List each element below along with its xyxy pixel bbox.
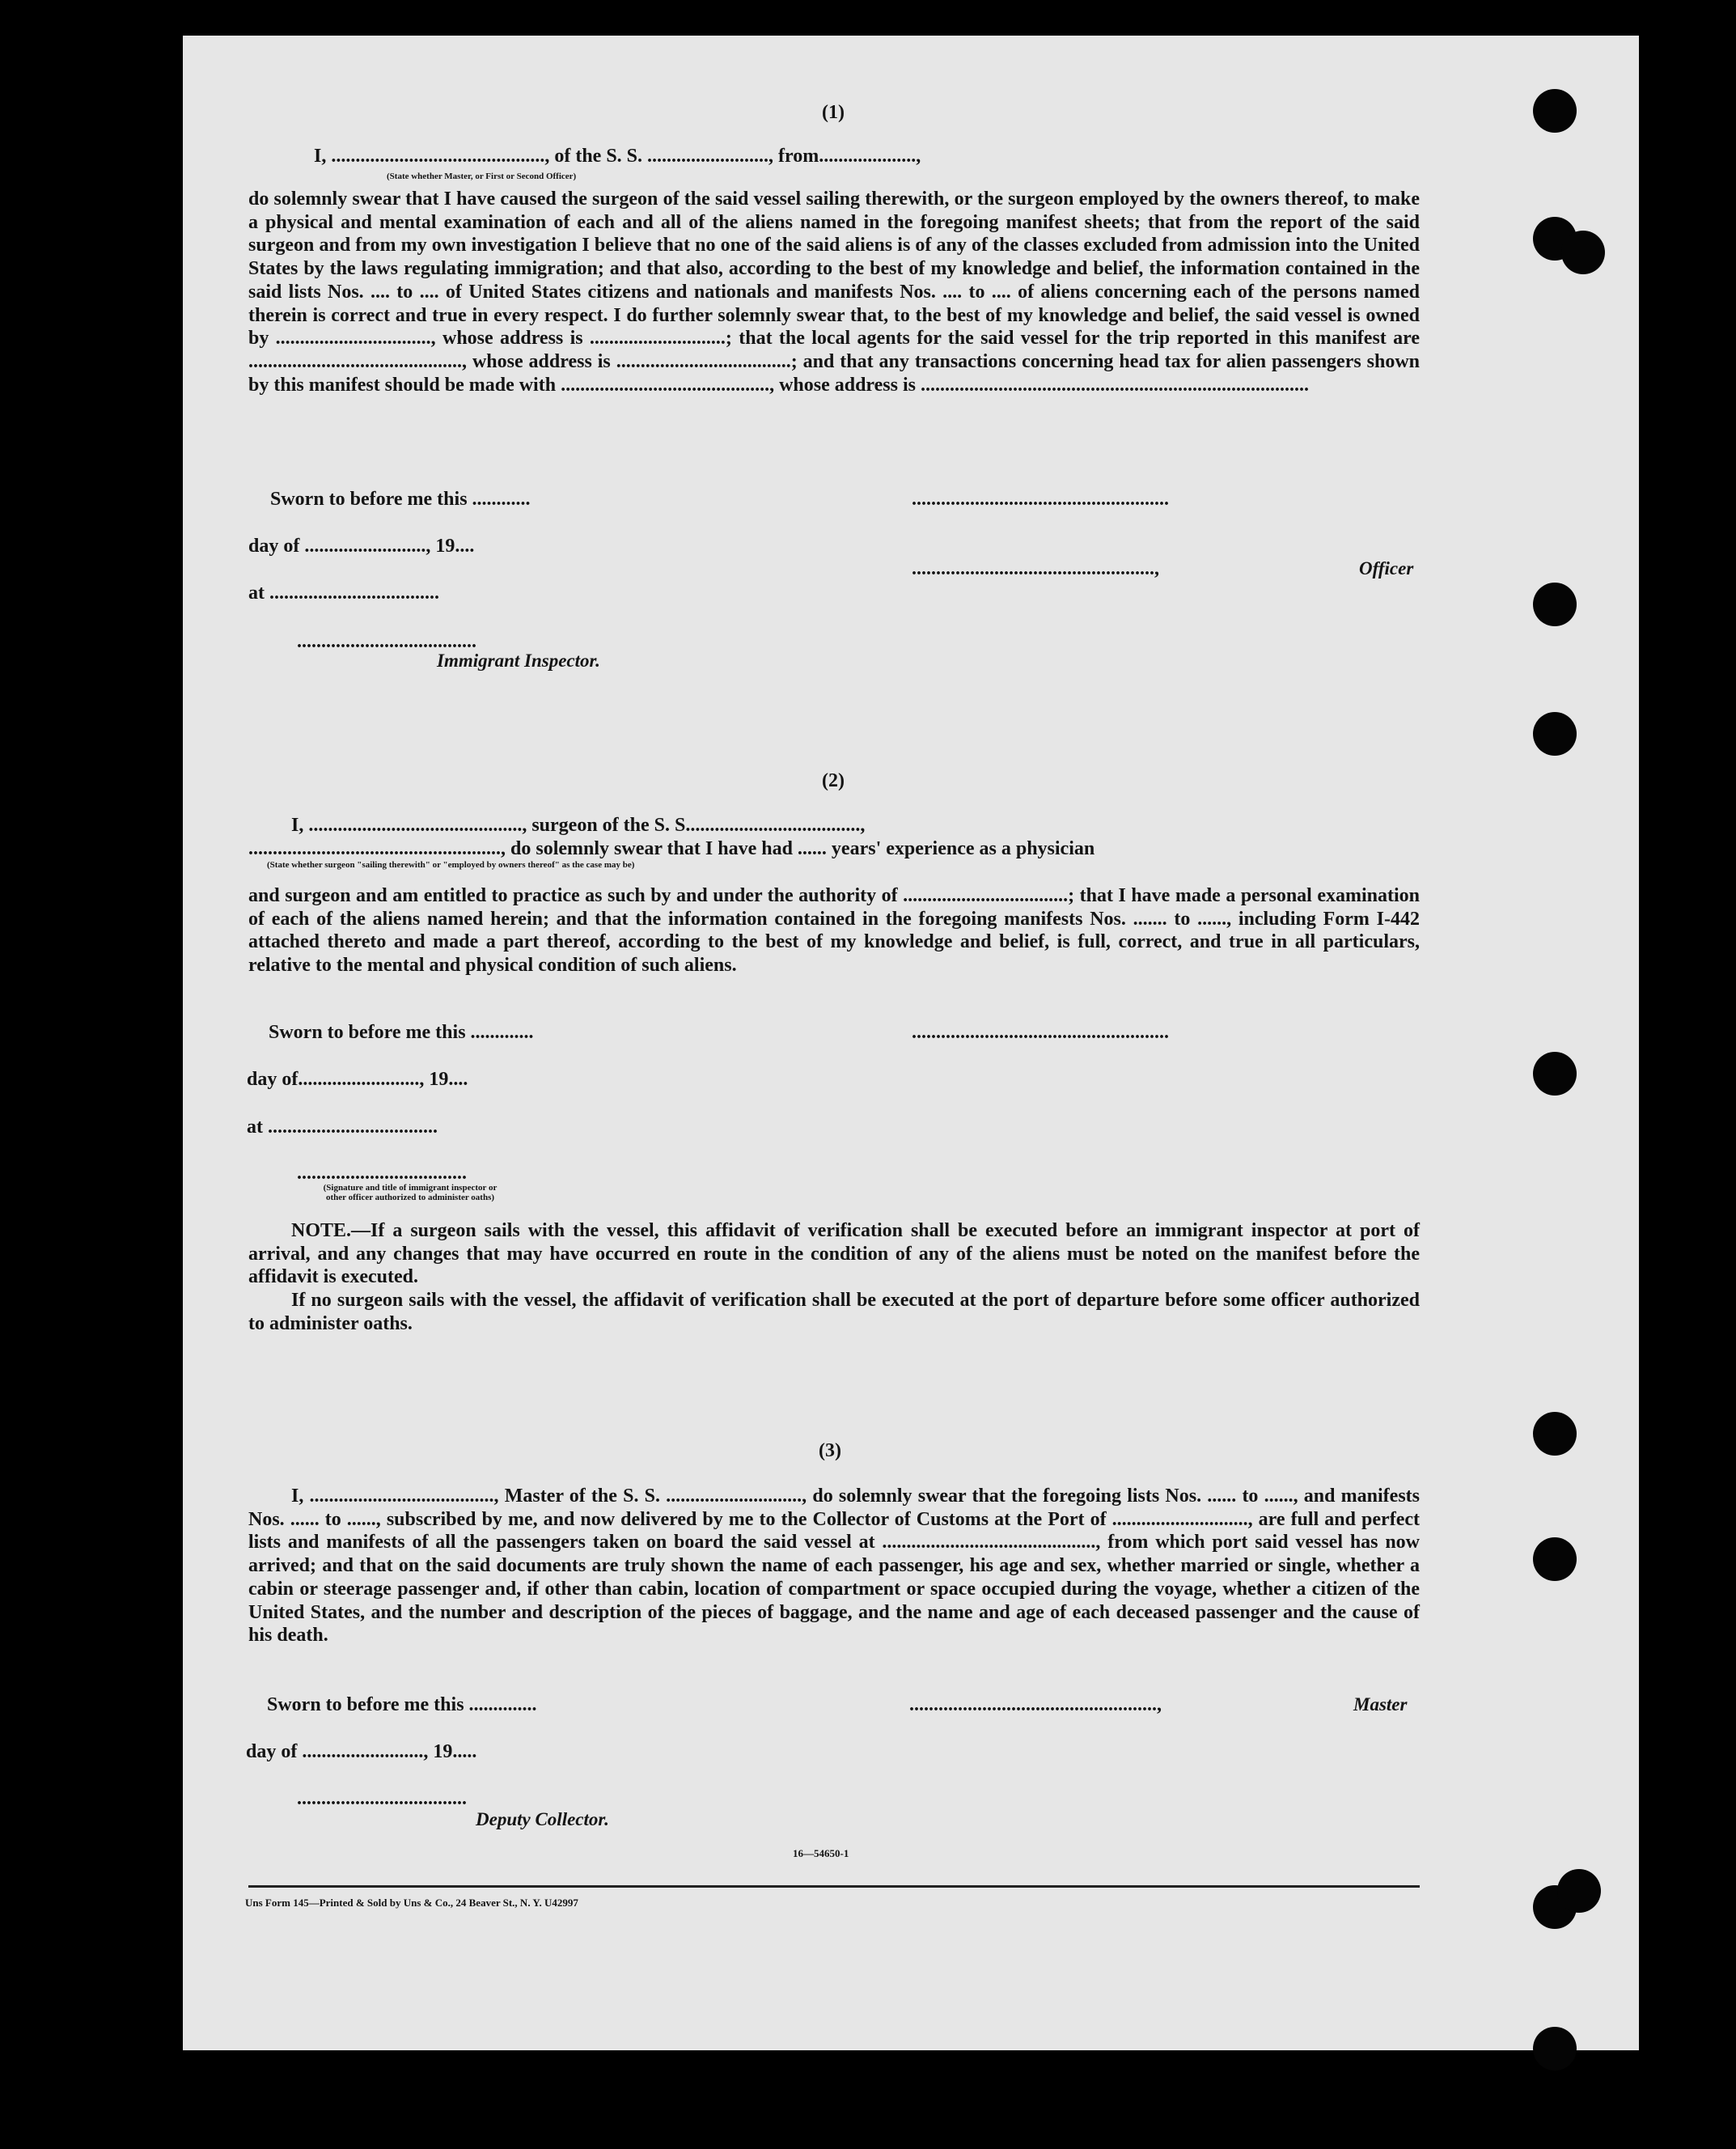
section-2-note-paragraph-2: If no surgeon sails with the vessel, the affidavit of verification shall be executed at the port of departure before some officer authorized to administer oaths.: [248, 1290, 1420, 1334]
section-3-master-caption: Master: [1353, 1694, 1408, 1715]
section-2-inspector-line: ...................................: [297, 1163, 467, 1184]
section-1-officer-note: (State whether Master, or First or Second Officer): [387, 172, 577, 181]
section-1-at-line: at ...................................: [248, 583, 439, 604]
section-2-experience-line: ...................................................., do solemnly swear that I have had ...... years' experience as a physician: [248, 838, 1095, 859]
section-2-surgeon-note: (State whether surgeon "sailing therewith" or "employed by owners thereof" as the case may be): [267, 860, 635, 870]
punch-hole: [1533, 1537, 1577, 1581]
section-2-at-line: at ...................................: [247, 1117, 438, 1138]
section-1-paragraph: do solemnly swear that I have caused the surgeon of the said vessel sailing therewith, or the surgeon employed by the owners thereof, to make a physical and mental examination of each and all of the aliens named in the foregoing manifest sheets; that from the report of the said surgeon and from my own investigation I believe that no one of the said aliens is of any of the classes excluded from admission into the United States by the laws regulating immigration; and that also, according to the best of my knowledge and belief, the information contained in the said lists Nos. .... to .... of United States citizens and nationals and manifests Nos. .... to .... of aliens concerning each of the persons named therein is correct and true in every respect. I do further solemnly swear that, to the best of my knowledge and belief, the said vessel is owned by ................................, whose address is ............................; that the local agents for the said vessel for the trip reported in this manifest are ............................................, whose address is ....................................; and that any transactions concerning head tax for alien passengers shown by this manifest should be made with ..........................................., whose address is ................................................................................: [248, 189, 1420, 396]
section-1-inspector-caption: Immigrant Inspector.: [437, 651, 600, 671]
punch-hole: [1533, 89, 1577, 133]
punch-hole: [1533, 1412, 1577, 1456]
section-2-signature-line: .....................................................: [912, 1022, 1169, 1043]
punch-hole: [1533, 712, 1577, 756]
section-1-officer-line: ..................................................,: [912, 558, 1159, 579]
section-2-sworn-line: Sworn to before me this .............: [269, 1022, 534, 1043]
punch-hole: [1557, 1869, 1601, 1913]
section-3-number: (3): [819, 1440, 841, 1461]
punch-hole: [1561, 231, 1605, 274]
section-2-day-line: day of........................., 19....: [247, 1069, 468, 1090]
section-1-signature-line: .....................................................: [912, 489, 1169, 510]
section-3-sworn-line: Sworn to before me this ..............: [267, 1694, 537, 1715]
punch-hole: [1533, 2027, 1577, 2071]
section-2-note-paragraph-1: NOTE.—If a surgeon sails with the vessel, this affidavit of verification shall be executed before an immigrant inspector at port of arrival, and any changes that may have occurred en route in the condition of any of the aliens must be noted on the manifest before the affidavit is executed.: [248, 1220, 1420, 1288]
punch-hole: [1533, 1052, 1577, 1096]
section-2-body: [248, 884, 1420, 977]
punch-hole: [1533, 583, 1577, 626]
section-1-sworn-line: Sworn to before me this ............: [270, 489, 531, 510]
section-1-number: (1): [822, 102, 845, 123]
section-2-opening-line: I, ............................................, surgeon of the S. S....................................,: [291, 815, 866, 836]
section-1-opening-line: I, ............................................, of the S. S. ........................., from....................,: [314, 146, 921, 167]
form-code: 16—54650-1: [793, 1847, 849, 1859]
section-2-note: [248, 1219, 1420, 1336]
section-3-body: [248, 1485, 1420, 1647]
section-1-inspector-line: .....................................: [297, 631, 476, 652]
section-1-body: [248, 188, 1420, 396]
section-3-collector-caption: Deputy Collector.: [476, 1809, 609, 1829]
printer-imprint: Uns Form 145—Printed & Sold by Uns & Co., 24 Beaver St., N. Y. U42997: [245, 1897, 578, 1909]
section-3-day-line: day of ........................., 19.....: [246, 1741, 477, 1762]
section-1-day-line: day of ........................., 19....: [248, 536, 475, 557]
section-3-paragraph: I, ......................................, Master of the S. S. ............................, do solemnly swear that the foregoing lists Nos. ...... to ......, and manifests Nos. ...... to ......, subscribed by me, and now delivered by me to the Collector of Customs at the Port of ............................, are full and perfect lists and manifests of all the passengers taken on board the said vessel at ............................................, from which port said vessel has now arrived; and that on the said documents are truly shown the name of each passenger, his age and sex, whether married or single, whether a cabin or steerage passenger and, if other than cabin, location of compartment or space occupied during the voyage, whether a citizen of the United States, and the number and description of the pieces of baggage, and the name and age of each deceased passenger and the cause of his death.: [248, 1486, 1420, 1647]
footer-rule: [248, 1885, 1420, 1888]
section-1-officer-caption: Officer: [1359, 558, 1414, 579]
section-2-paragraph: and surgeon and am entitled to practice as such by and under the authority of ..................................; that I have made a personal examination of each of the aliens named herein; and that the information contained in the foregoing manifests Nos. ....... to ......, including Form I-442 attached thereto and made a part thereof, according to the best of my knowledge and belief, is full, correct, and true in all particulars, relative to the mental and physical condition of such aliens.: [248, 885, 1420, 977]
section-3-collector-line: ...................................: [297, 1788, 467, 1809]
section-3-master-line: ...................................................,: [909, 1694, 1162, 1715]
section-2-number: (2): [822, 770, 845, 791]
section-2-inspector-note: (Signature and title of immigrant inspector or other officer authorized to administer oaths): [323, 1183, 498, 1202]
